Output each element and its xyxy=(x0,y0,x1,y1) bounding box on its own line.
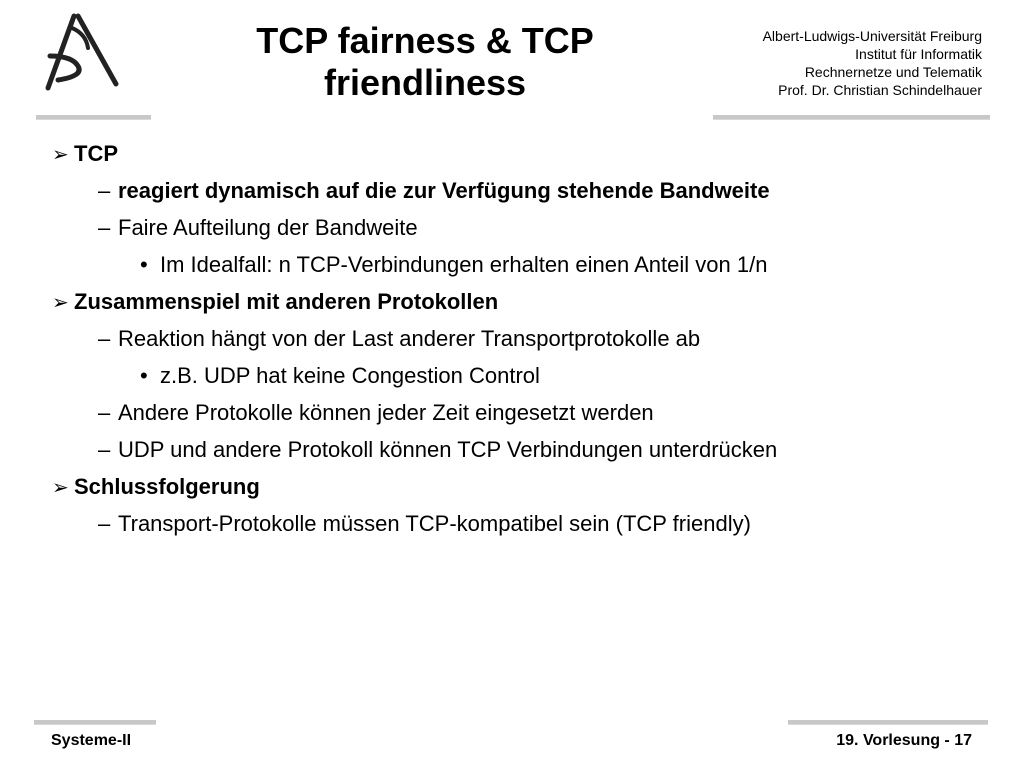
bullet-text: Im Idealfall: n TCP-Verbindungen erhalten einen Anteil von 1/n xyxy=(160,252,768,277)
dash-bullet-icon: – xyxy=(98,178,111,203)
header-divider-left xyxy=(36,115,151,120)
bullet-text: Zusammenspiel mit anderen Protokollen xyxy=(74,289,499,314)
header-divider-right xyxy=(713,115,990,120)
bullet-text: Reaktion hängt von der Last anderer Transportprotokolle ab xyxy=(118,326,701,351)
bullet-item xyxy=(52,468,992,505)
bullet-text: reagiert dynamisch auf die zur Verfügung stehende Bandweite xyxy=(118,178,770,203)
bullet-text: Faire Aufteilung der Bandweite xyxy=(118,215,418,240)
bullet-item xyxy=(52,394,992,431)
affiliation-department: Rechnernetze und Telematik xyxy=(804,64,982,80)
bullet-item xyxy=(52,505,992,542)
bullet-item xyxy=(52,135,992,172)
footer-course-name: Systeme-II xyxy=(51,732,132,749)
dot-bullet-icon: • xyxy=(140,363,148,388)
title-line-2: friendliness xyxy=(323,62,527,103)
page-title xyxy=(200,20,650,104)
arrow-bullet-icon: ➢ xyxy=(52,144,69,166)
affiliation-institute: Institut für Informatik xyxy=(855,46,982,62)
bullet-text: Schlussfolgerung xyxy=(74,474,260,499)
arrow-bullet-icon: ➢ xyxy=(52,292,69,314)
bullet-text: Andere Protokolle können jeder Zeit eingesetzt werden xyxy=(118,400,654,425)
bullet-text: UDP und andere Protokoll können TCP Verbindungen unterdrücken xyxy=(118,437,778,462)
bullet-text: Transport-Protokolle müssen TCP-kompatibel sein (TCP friendly) xyxy=(118,511,751,536)
affiliation-university: Albert-Ludwigs-Universität Freiburg xyxy=(762,28,982,44)
bullet-item xyxy=(52,172,992,209)
bullet-item xyxy=(52,320,992,357)
bullet-item xyxy=(52,209,992,246)
dash-bullet-icon: – xyxy=(98,437,111,462)
affiliation-professor: Prof. Dr. Christian Schindelhauer xyxy=(778,82,982,98)
slide-content xyxy=(52,135,992,542)
affiliation-block xyxy=(763,27,982,99)
dash-bullet-icon: – xyxy=(98,326,111,351)
footer-divider-right xyxy=(788,720,988,725)
university-logo-icon xyxy=(28,10,124,94)
bullet-item xyxy=(52,357,992,394)
dash-bullet-icon: – xyxy=(98,215,111,240)
dash-bullet-icon: – xyxy=(98,400,111,425)
dot-bullet-icon: • xyxy=(140,252,148,277)
bullet-item xyxy=(52,283,992,320)
footer-page-number: 19. Vorlesung - 17 xyxy=(836,732,972,749)
title-line-1: TCP fairness & TCP xyxy=(256,20,594,61)
bullet-item xyxy=(52,431,992,468)
bullet-item xyxy=(52,246,992,283)
dash-bullet-icon: – xyxy=(98,511,111,536)
footer-divider-left xyxy=(34,720,156,725)
arrow-bullet-icon: ➢ xyxy=(52,477,69,499)
bullet-text: TCP xyxy=(74,141,118,166)
bullet-text: z.B. UDP hat keine Congestion Control xyxy=(160,363,540,388)
